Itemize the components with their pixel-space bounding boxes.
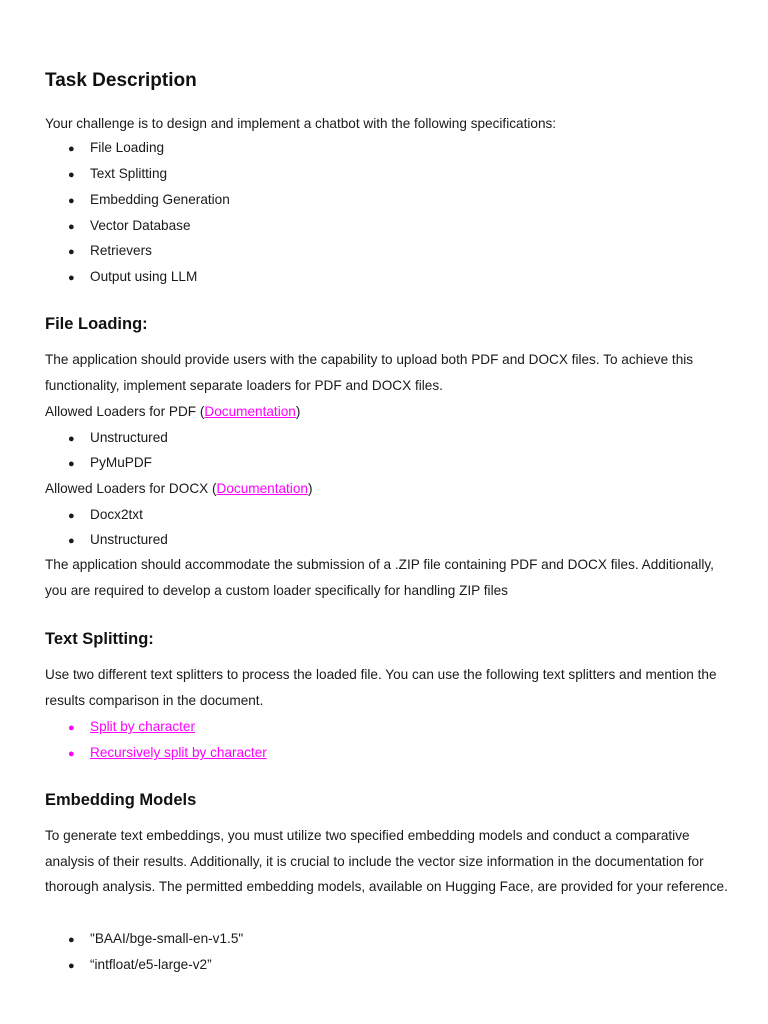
bullet-dot-icon: ● <box>68 195 75 207</box>
pdf-loaders-line: Allowed Loaders for PDF (Documentation) <box>45 404 301 419</box>
list-item <box>68 743 267 764</box>
text-splitting-paragraph: Use two different text splitters to process the loaded file. You can use the following text splitters and mention the results comparison in the document. <box>45 667 717 708</box>
bullet-dot-icon: ● <box>68 169 75 181</box>
bullet-dot-icon: ● <box>68 535 75 547</box>
file-loading-heading: File Loading: <box>45 315 148 333</box>
list-item: ● Unstructured <box>68 428 168 449</box>
zip-paragraph: The application should accommodate the submission of a .ZIP file containing PDF and DOCX files. Additionally, you are required to develop a custom loader specifically for handling ZIP files <box>45 557 714 598</box>
text-splitting-heading: Text Splitting: <box>45 630 154 648</box>
recursive-split-link[interactable]: Recursively split by character <box>90 745 267 760</box>
bullet-dot-icon: ● <box>68 246 75 258</box>
list-item: ● Retrievers <box>68 241 152 262</box>
bullet-dot-icon: ● <box>68 221 75 233</box>
task-description-heading: Task Description <box>45 70 197 91</box>
bullet-dot-icon: ● <box>68 433 75 445</box>
bullet-dot-icon: ● <box>68 143 75 155</box>
bullet-dot-icon: ● <box>68 748 75 760</box>
list-item: ● Output using LLM <box>68 267 197 288</box>
list-item <box>68 717 195 738</box>
pdf-documentation-link[interactable]: Documentation <box>204 404 296 419</box>
list-item: ● File Loading <box>68 138 164 159</box>
bullet-dot-icon: ● <box>68 722 75 734</box>
list-item: ● “intfloat/e5-large-v2” <box>68 955 212 976</box>
embedding-models-heading: Embedding Models <box>45 791 197 809</box>
list-item: ● Text Splitting <box>68 164 167 185</box>
bullet-dot-icon: ● <box>68 934 75 946</box>
file-loading-paragraph: The application should provide users with the capability to upload both PDF and DOCX files. To achieve this functionality, implement separate loaders for PDF and DOCX files. <box>45 352 694 393</box>
list-item: ● Docx2txt <box>68 505 143 526</box>
bullet-dot-icon: ● <box>68 458 75 470</box>
bullet-dot-icon: ● <box>68 960 75 972</box>
split-by-character-link[interactable]: Split by character <box>90 719 196 734</box>
list-item: ● PyMuPDF <box>68 453 152 474</box>
task-intro: Your challenge is to design and implement a chatbot with the following specifications: <box>45 116 557 131</box>
list-item: ● "BAAI/bge-small-en-v1.5" <box>68 929 243 950</box>
docx-loaders-line: Allowed Loaders for DOCX (Documentation) <box>45 481 313 496</box>
bullet-dot-icon: ● <box>68 272 75 284</box>
bullet-dot-icon: ● <box>68 510 75 522</box>
embedding-paragraph: To generate text embeddings, you must utilize two specified embedding models and conduct a comparative analysis of their results. Additionally, it is crucial to include the vector size information in the documentation for thorough analysis. The permitted embedding models, available on Hugging Face, are provided for your reference. <box>45 828 728 895</box>
list-item: ● Vector Database <box>68 216 191 237</box>
list-item: ● Unstructured <box>68 530 168 551</box>
list-item: ● Embedding Generation <box>68 190 230 211</box>
docx-documentation-link[interactable]: Documentation <box>216 481 308 496</box>
